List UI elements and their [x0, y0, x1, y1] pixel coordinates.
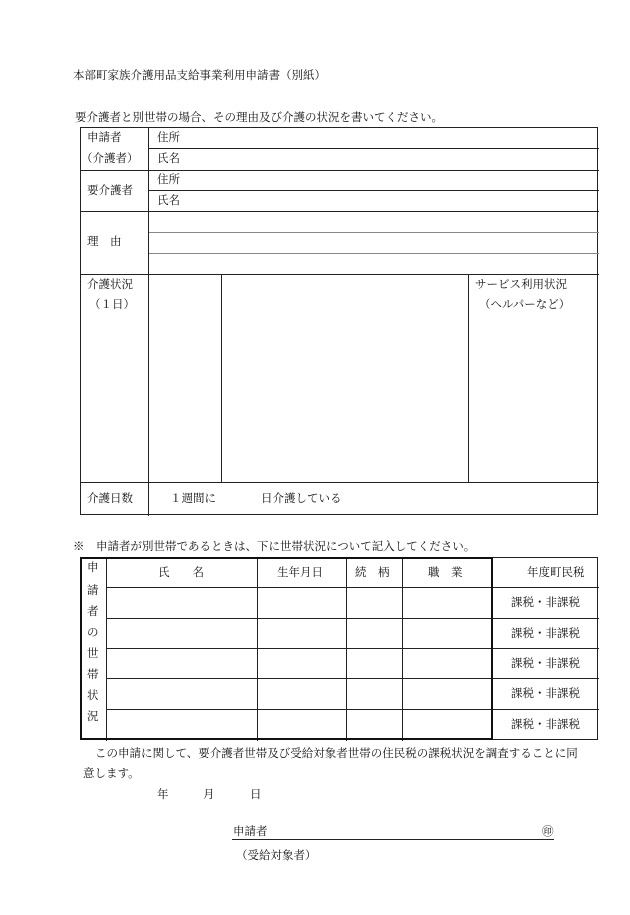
header-job: 職 業: [428, 565, 463, 579]
household-note: ※ 申請者が別世帯であるときは、下に世帯状況について記入してください。: [73, 539, 476, 553]
care-recipient-name-label: 氏名: [157, 193, 180, 207]
signature-line[interactable]: [232, 839, 554, 840]
applicant-name-label: 氏名: [157, 151, 180, 165]
side-label-char: 申: [87, 560, 99, 574]
side-label-char: 請: [87, 583, 99, 597]
side-label-char: 者: [87, 604, 99, 618]
date-day: 日: [250, 787, 262, 801]
care-recipient-address-label: 住所: [157, 172, 180, 186]
applicant-label: 申請者: [87, 130, 122, 144]
household-thick-border: [80, 557, 493, 740]
side-label-char: 世: [87, 646, 99, 660]
instruction-text: 要介護者と別世帯の場合、その理由及び介護の状況を書いてください。: [75, 110, 443, 124]
tax-status-cell: 課税・非課税: [511, 717, 580, 731]
side-label-char: 況: [87, 709, 99, 723]
applicant-sublabel: （介護者）: [81, 151, 139, 165]
care-recipient-label: 要介護者: [87, 183, 133, 197]
care-days-suffix: 日介護している: [261, 491, 342, 505]
tax-status-cell: 課税・非課税: [511, 656, 580, 670]
service-usage-label: サービス利用状況: [475, 277, 567, 291]
tax-status-cell: 課税・非課税: [511, 626, 580, 640]
tax-status-cell: 課税・非課税: [511, 686, 580, 700]
service-usage-sublabel: （ヘルパーなど）: [479, 297, 571, 311]
consent-line-1: この申請に関して、要介護者世帯及び受給対象者世帯の住民税の課税状況を調査することに同: [95, 746, 578, 760]
side-label-char: の: [87, 625, 99, 639]
header-name: 氏 名: [158, 565, 204, 579]
header-dob: 生年月日: [277, 565, 323, 579]
side-label-char: 帯: [87, 667, 99, 681]
care-days-per-week: １週間に: [170, 491, 216, 505]
applicant-address-label: 住所: [157, 130, 180, 144]
care-form-table: [80, 127, 598, 515]
header-relation: 続 柄: [355, 565, 390, 579]
signature-label: 申請者: [233, 824, 268, 838]
care-days-label: 介護日数: [87, 491, 133, 505]
care-status-label: 介護状況: [87, 277, 133, 291]
header-tax: 年度町民税: [527, 565, 585, 579]
date-month: 月: [203, 787, 215, 801]
consent-line-2: 意します。: [83, 766, 140, 780]
tax-status-cell: 課税・非課税: [511, 595, 580, 609]
signature-sublabel: （受給対象者）: [236, 848, 317, 862]
side-label-char: 状: [87, 688, 99, 702]
document-title: 本部町家族介護用品支給事業利用申請書（別紙）: [73, 68, 326, 82]
care-status-sublabel: （１日）: [89, 297, 135, 311]
date-year: 年: [157, 787, 169, 801]
seal-icon: ㊞: [542, 824, 554, 838]
reason-label: 理 由: [87, 234, 122, 248]
